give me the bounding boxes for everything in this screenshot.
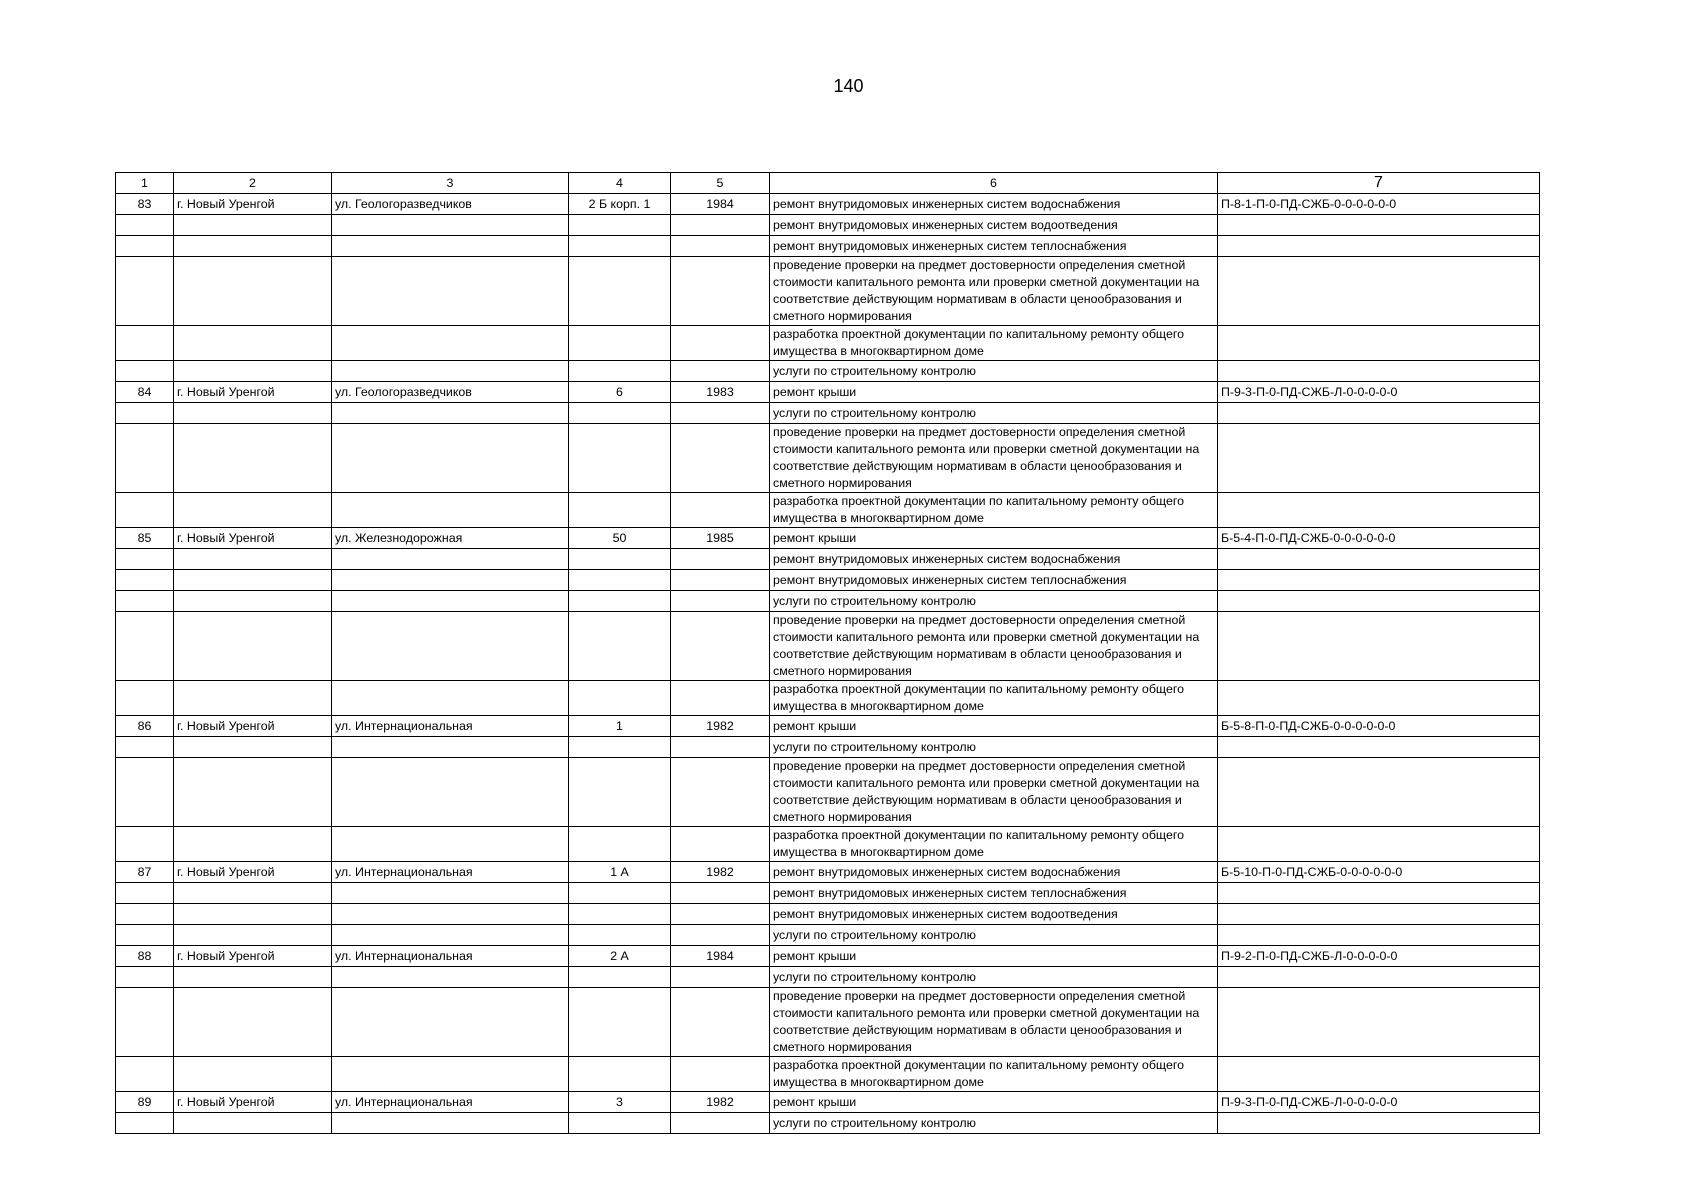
city-cell — [174, 883, 332, 904]
code-cell — [1218, 591, 1540, 612]
row-number-cell: 87 — [116, 862, 174, 883]
year-cell — [671, 737, 770, 758]
table-row — [116, 361, 1540, 382]
code-cell — [1218, 681, 1540, 716]
year-cell — [671, 827, 770, 862]
work-type-cell: ремонт внутридомовых инженерных систем водоснабжения — [770, 549, 1218, 570]
table-row — [116, 326, 1540, 361]
code-cell — [1218, 215, 1540, 236]
street-cell — [332, 883, 569, 904]
work-type-cell: разработка проектной документации по капитальному ремонту общего имущества в многоквартирном доме — [770, 1057, 1218, 1092]
house-number-cell — [569, 988, 671, 1057]
table-row — [116, 570, 1540, 591]
year-cell — [671, 612, 770, 681]
code-cell: Б-5-10-П-0-ПД-СЖБ-0-0-0-0-0-0 — [1218, 862, 1540, 883]
city-cell: г. Новый Уренгой — [174, 194, 332, 215]
year-cell — [671, 424, 770, 493]
column-header-1: 1 — [116, 173, 174, 194]
year-cell — [671, 591, 770, 612]
work-type-cell: услуги по строительному контролю — [770, 591, 1218, 612]
row-number-cell: 88 — [116, 946, 174, 967]
row-number-cell — [116, 988, 174, 1057]
code-cell — [1218, 361, 1540, 382]
code-cell — [1218, 493, 1540, 528]
street-cell — [332, 591, 569, 612]
house-number-cell: 3 — [569, 1092, 671, 1113]
year-cell — [671, 1057, 770, 1092]
house-number-cell: 1 — [569, 716, 671, 737]
house-number-cell — [569, 424, 671, 493]
house-number-cell — [569, 326, 671, 361]
code-cell — [1218, 424, 1540, 493]
street-cell — [332, 570, 569, 591]
code-cell — [1218, 737, 1540, 758]
city-cell — [174, 925, 332, 946]
page-number: 140 — [833, 76, 864, 96]
street-cell — [332, 361, 569, 382]
table-row — [116, 257, 1540, 326]
work-type-cell: ремонт крыши — [770, 382, 1218, 403]
city-cell — [174, 257, 332, 326]
house-number-cell: 1 А — [569, 862, 671, 883]
table-row — [116, 716, 1540, 737]
row-number-cell — [116, 493, 174, 528]
work-type-cell: ремонт внутридомовых инженерных систем теплоснабжения — [770, 883, 1218, 904]
city-cell — [174, 591, 332, 612]
city-cell — [174, 1113, 332, 1134]
work-type-cell: ремонт внутридомовых инженерных систем водоотведения — [770, 904, 1218, 925]
city-cell — [174, 549, 332, 570]
house-number-cell — [569, 737, 671, 758]
column-header-5: 5 — [671, 173, 770, 194]
year-cell — [671, 326, 770, 361]
table-row — [116, 758, 1540, 827]
table-row — [116, 1113, 1540, 1134]
house-number-cell — [569, 883, 671, 904]
city-cell — [174, 493, 332, 528]
street-cell: ул. Интернациональная — [332, 1092, 569, 1113]
row-number-cell — [116, 967, 174, 988]
house-number-cell — [569, 758, 671, 827]
row-number-cell — [116, 361, 174, 382]
house-number-cell: 50 — [569, 528, 671, 549]
row-number-cell — [116, 827, 174, 862]
work-type-cell: ремонт внутридомовых инженерных систем водоотведения — [770, 215, 1218, 236]
city-cell: г. Новый Уренгой — [174, 382, 332, 403]
street-cell: ул. Интернациональная — [332, 862, 569, 883]
street-cell — [332, 424, 569, 493]
year-cell: 1982 — [671, 716, 770, 737]
code-cell — [1218, 758, 1540, 827]
house-number-cell — [569, 570, 671, 591]
code-cell — [1218, 967, 1540, 988]
house-number-cell — [569, 257, 671, 326]
street-cell — [332, 612, 569, 681]
row-number-cell — [116, 257, 174, 326]
work-type-cell: проведение проверки на предмет достоверности определения сметной стоимости капитального ремонта или проверки сметной документации на соответствие действующим нормативам в области ценообразования и сметного нормирования — [770, 988, 1218, 1057]
table-row — [116, 925, 1540, 946]
column-header-6: 6 — [770, 173, 1218, 194]
year-cell: 1984 — [671, 194, 770, 215]
street-cell — [332, 988, 569, 1057]
year-cell — [671, 925, 770, 946]
house-number-cell: 6 — [569, 382, 671, 403]
street-cell — [332, 257, 569, 326]
table-row — [116, 904, 1540, 925]
row-number-cell: 86 — [116, 716, 174, 737]
year-cell — [671, 988, 770, 1057]
year-cell — [671, 681, 770, 716]
code-cell — [1218, 883, 1540, 904]
year-cell — [671, 236, 770, 257]
year-cell — [671, 904, 770, 925]
street-cell — [332, 737, 569, 758]
table-row — [116, 194, 1540, 215]
code-cell: Б-5-4-П-0-ПД-СЖБ-0-0-0-0-0-0 — [1218, 528, 1540, 549]
code-cell: Б-5-8-П-0-ПД-СЖБ-0-0-0-0-0-0 — [1218, 716, 1540, 737]
city-cell — [174, 215, 332, 236]
work-type-cell: ремонт внутридомовых инженерных систем водоснабжения — [770, 194, 1218, 215]
code-cell — [1218, 925, 1540, 946]
table-row — [116, 493, 1540, 528]
house-number-cell — [569, 361, 671, 382]
year-cell: 1985 — [671, 528, 770, 549]
city-cell — [174, 424, 332, 493]
row-number-cell — [116, 904, 174, 925]
code-cell — [1218, 1057, 1540, 1092]
work-type-cell: проведение проверки на предмет достоверности определения сметной стоимости капитального ремонта или проверки сметной документации на соответствие действующим нормативам в области ценообразования и сметного нормирования — [770, 424, 1218, 493]
house-number-cell — [569, 236, 671, 257]
city-cell — [174, 827, 332, 862]
row-number-cell — [116, 758, 174, 827]
street-cell: ул. Интернациональная — [332, 716, 569, 737]
column-header-7: 7 — [1218, 173, 1540, 194]
street-cell — [332, 681, 569, 716]
city-cell: г. Новый Уренгой — [174, 528, 332, 549]
work-type-cell: ремонт крыши — [770, 1092, 1218, 1113]
work-type-cell: разработка проектной документации по капитальному ремонту общего имущества в многоквартирном доме — [770, 493, 1218, 528]
code-cell — [1218, 236, 1540, 257]
row-number-cell: 84 — [116, 382, 174, 403]
table-row — [116, 827, 1540, 862]
street-cell — [332, 904, 569, 925]
code-cell — [1218, 1113, 1540, 1134]
row-number-cell — [116, 1113, 174, 1134]
city-cell — [174, 326, 332, 361]
code-cell — [1218, 549, 1540, 570]
table-row — [116, 236, 1540, 257]
work-type-cell: ремонт внутридомовых инженерных систем теплоснабжения — [770, 570, 1218, 591]
city-cell: г. Новый Уренгой — [174, 716, 332, 737]
row-number-cell — [116, 570, 174, 591]
row-number-cell — [116, 591, 174, 612]
year-cell — [671, 257, 770, 326]
row-number-cell — [116, 925, 174, 946]
code-cell: П-9-3-П-0-ПД-СЖБ-Л-0-0-0-0-0 — [1218, 382, 1540, 403]
house-number-cell — [569, 493, 671, 528]
table-row — [116, 946, 1540, 967]
work-type-cell: услуги по строительному контролю — [770, 361, 1218, 382]
year-cell — [671, 549, 770, 570]
street-cell — [332, 215, 569, 236]
work-type-cell: услуги по строительному контролю — [770, 967, 1218, 988]
table-body — [116, 173, 1540, 1134]
house-number-cell — [569, 403, 671, 424]
house-number-cell — [569, 967, 671, 988]
street-cell: ул. Железнодорожная — [332, 528, 569, 549]
work-type-cell: услуги по строительному контролю — [770, 403, 1218, 424]
street-cell — [332, 827, 569, 862]
row-number-cell — [116, 1057, 174, 1092]
code-cell — [1218, 403, 1540, 424]
work-type-cell: проведение проверки на предмет достоверности определения сметной стоимости капитального ремонта или проверки сметной документации на соответствие действующим нормативам в области ценообразования и сметного нормирования — [770, 758, 1218, 827]
table-row — [116, 1092, 1540, 1113]
house-number-cell — [569, 612, 671, 681]
house-number-cell — [569, 1113, 671, 1134]
street-cell — [332, 925, 569, 946]
header-row — [116, 173, 1540, 194]
city-cell: г. Новый Уренгой — [174, 946, 332, 967]
row-number-cell: 85 — [116, 528, 174, 549]
year-cell — [671, 883, 770, 904]
city-cell — [174, 967, 332, 988]
table-row — [116, 967, 1540, 988]
city-cell — [174, 988, 332, 1057]
repair-schedule-table — [115, 172, 1540, 1134]
table-row — [116, 988, 1540, 1057]
table-row — [116, 549, 1540, 570]
street-cell — [332, 758, 569, 827]
table-row — [116, 612, 1540, 681]
work-type-cell: ремонт внутридомовых инженерных систем теплоснабжения — [770, 236, 1218, 257]
street-cell: ул. Геологоразведчиков — [332, 382, 569, 403]
work-type-cell: ремонт крыши — [770, 716, 1218, 737]
street-cell: ул. Геологоразведчиков — [332, 194, 569, 215]
city-cell — [174, 904, 332, 925]
house-number-cell — [569, 549, 671, 570]
table-row — [116, 681, 1540, 716]
code-cell — [1218, 904, 1540, 925]
street-cell — [332, 326, 569, 361]
work-type-cell: разработка проектной документации по капитальному ремонту общего имущества в многоквартирном доме — [770, 326, 1218, 361]
city-cell — [174, 758, 332, 827]
house-number-cell — [569, 904, 671, 925]
table-row — [116, 1057, 1540, 1092]
house-number-cell — [569, 827, 671, 862]
street-cell — [332, 493, 569, 528]
table-row — [116, 737, 1540, 758]
city-cell — [174, 236, 332, 257]
code-cell — [1218, 612, 1540, 681]
code-cell — [1218, 827, 1540, 862]
column-header-2: 2 — [174, 173, 332, 194]
city-cell: г. Новый Уренгой — [174, 862, 332, 883]
row-number-cell — [116, 215, 174, 236]
year-cell: 1982 — [671, 1092, 770, 1113]
work-type-cell: проведение проверки на предмет достоверности определения сметной стоимости капитального ремонта или проверки сметной документации на соответствие действующим нормативам в области ценообразования и сметного нормирования — [770, 612, 1218, 681]
street-cell — [332, 967, 569, 988]
row-number-cell — [116, 737, 174, 758]
table-row — [116, 382, 1540, 403]
street-cell — [332, 1057, 569, 1092]
code-cell — [1218, 326, 1540, 361]
house-number-cell: 2 А — [569, 946, 671, 967]
row-number-cell — [116, 549, 174, 570]
code-cell: П-8-1-П-0-ПД-СЖБ-0-0-0-0-0-0 — [1218, 194, 1540, 215]
table-row — [116, 883, 1540, 904]
street-cell — [332, 1113, 569, 1134]
street-cell — [332, 403, 569, 424]
row-number-cell — [116, 424, 174, 493]
year-cell: 1984 — [671, 946, 770, 967]
year-cell — [671, 758, 770, 827]
house-number-cell — [569, 681, 671, 716]
table-row — [116, 424, 1540, 493]
code-cell: П-9-3-П-0-ПД-СЖБ-Л-0-0-0-0-0 — [1218, 1092, 1540, 1113]
city-cell — [174, 612, 332, 681]
row-number-cell — [116, 883, 174, 904]
house-number-cell — [569, 1057, 671, 1092]
work-type-cell: услуги по строительному контролю — [770, 737, 1218, 758]
code-cell: П-9-2-П-0-ПД-СЖБ-Л-0-0-0-0-0 — [1218, 946, 1540, 967]
work-type-cell: ремонт внутридомовых инженерных систем водоснабжения — [770, 862, 1218, 883]
year-cell: 1983 — [671, 382, 770, 403]
row-number-cell — [116, 681, 174, 716]
house-number-cell — [569, 591, 671, 612]
table-row — [116, 528, 1540, 549]
street-cell — [332, 549, 569, 570]
street-cell — [332, 236, 569, 257]
work-type-cell: услуги по строительному контролю — [770, 925, 1218, 946]
city-cell: г. Новый Уренгой — [174, 1092, 332, 1113]
city-cell — [174, 681, 332, 716]
city-cell — [174, 361, 332, 382]
city-cell — [174, 737, 332, 758]
work-type-cell: услуги по строительному контролю — [770, 1113, 1218, 1134]
table-row — [116, 862, 1540, 883]
house-number-cell — [569, 925, 671, 946]
table-row — [116, 591, 1540, 612]
street-cell: ул. Интернациональная — [332, 946, 569, 967]
code-cell — [1218, 988, 1540, 1057]
row-number-cell — [116, 612, 174, 681]
work-type-cell: разработка проектной документации по капитальному ремонту общего имущества в многоквартирном доме — [770, 827, 1218, 862]
row-number-cell — [116, 236, 174, 257]
work-type-cell: ремонт крыши — [770, 946, 1218, 967]
year-cell — [671, 1113, 770, 1134]
city-cell — [174, 1057, 332, 1092]
row-number-cell — [116, 403, 174, 424]
year-cell — [671, 361, 770, 382]
work-type-cell: проведение проверки на предмет достоверности определения сметной стоимости капитального ремонта или проверки сметной документации на соответствие действующим нормативам в области ценообразования и сметного нормирования — [770, 257, 1218, 326]
house-number-cell — [569, 215, 671, 236]
house-number-cell: 2 Б корп. 1 — [569, 194, 671, 215]
table-row — [116, 215, 1540, 236]
year-cell — [671, 403, 770, 424]
column-header-4: 4 — [569, 173, 671, 194]
year-cell — [671, 967, 770, 988]
column-header-3: 3 — [332, 173, 569, 194]
work-type-cell: ремонт крыши — [770, 528, 1218, 549]
table-row — [116, 403, 1540, 424]
city-cell — [174, 403, 332, 424]
city-cell — [174, 570, 332, 591]
year-cell — [671, 493, 770, 528]
row-number-cell — [116, 326, 174, 361]
code-cell — [1218, 570, 1540, 591]
code-cell — [1218, 257, 1540, 326]
row-number-cell: 83 — [116, 194, 174, 215]
year-cell — [671, 570, 770, 591]
row-number-cell: 89 — [116, 1092, 174, 1113]
year-cell: 1982 — [671, 862, 770, 883]
year-cell — [671, 215, 770, 236]
work-type-cell: разработка проектной документации по капитальному ремонту общего имущества в многоквартирном доме — [770, 681, 1218, 716]
